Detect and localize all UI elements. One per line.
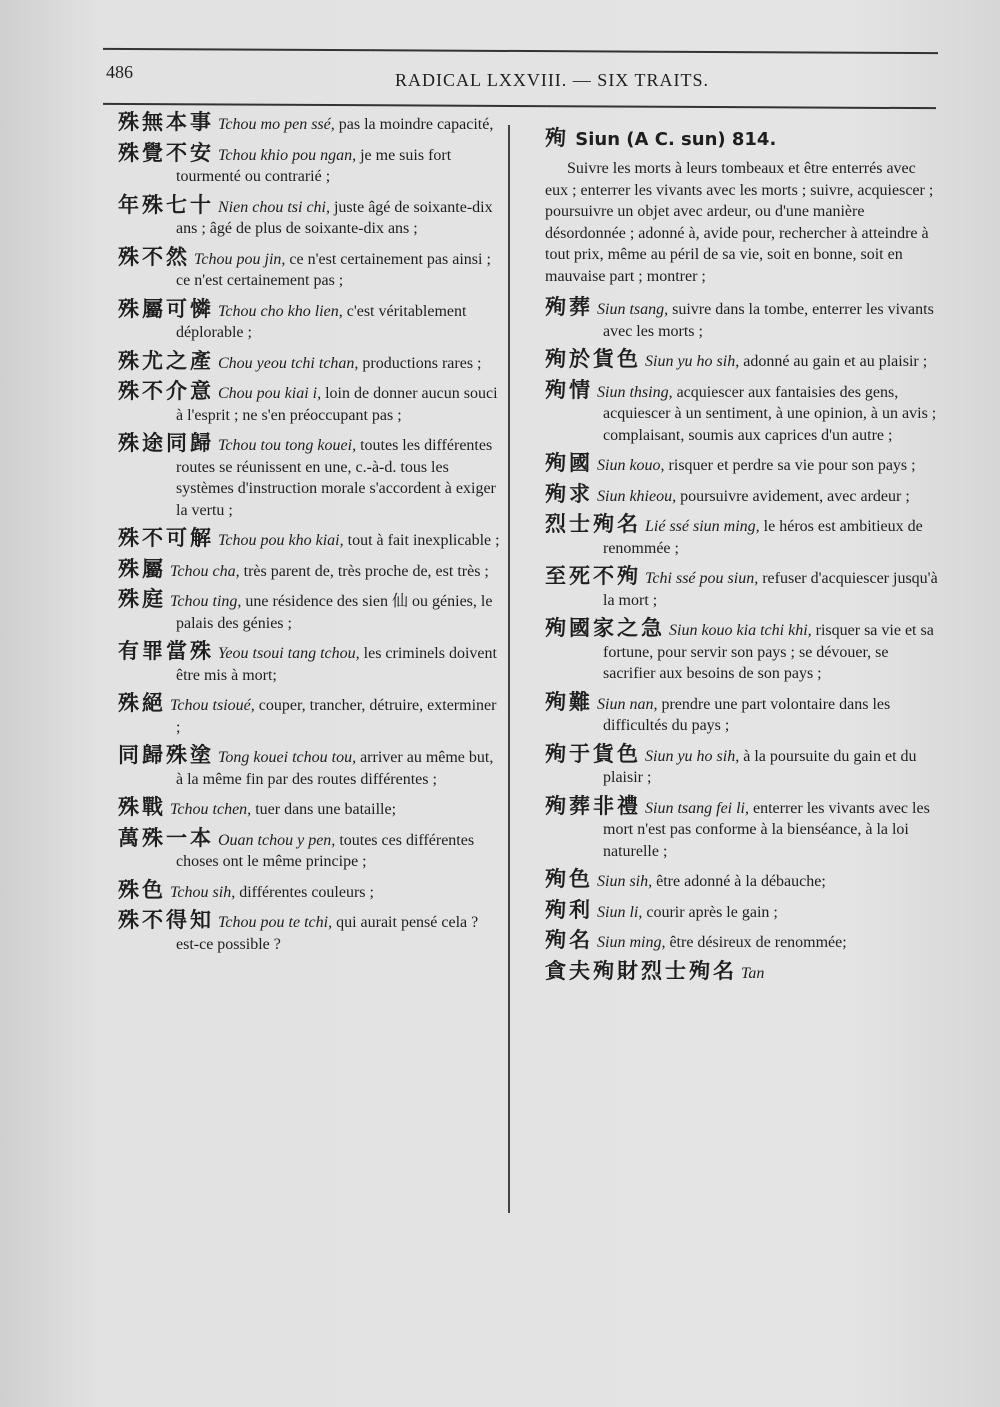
entry-definition: arriver au même but, à la même fin par des routes différentes ; bbox=[176, 749, 494, 788]
dictionary-entry bbox=[118, 192, 503, 240]
entry-chars: 烈士殉名 bbox=[545, 512, 641, 536]
entry-definition: enterrer les vivants avec les mort n'est pas conforme à la bienséance, à la loi naturelle ; bbox=[603, 799, 930, 860]
entry-definition: loin de donner aucun souci à l'esprit ; ne s'en préoccupant pas ; bbox=[176, 385, 498, 424]
dictionary-entry bbox=[118, 556, 503, 583]
entry-romanization: Siun nan, bbox=[597, 695, 658, 713]
entry-chars: 殊屬 bbox=[118, 556, 166, 581]
entry-definition: très parent de, très proche de, est très ; bbox=[239, 562, 489, 580]
entry-definition: tout à fait inexplicable ; bbox=[343, 532, 500, 549]
dictionary-entry bbox=[118, 433, 503, 521]
dictionary-entry bbox=[545, 566, 940, 611]
entry-romanization: Siun yu ho sih, bbox=[645, 353, 740, 370]
dictionary-entry bbox=[545, 793, 940, 863]
entry-chars: 殉利 bbox=[545, 897, 593, 922]
entry-romanization: Tchou ting, bbox=[170, 593, 242, 610]
dictionary-entry bbox=[545, 869, 940, 893]
entry-chars: 殊不然 bbox=[118, 244, 190, 269]
entry-romanization: Tchou tou tong kouei, bbox=[218, 437, 357, 454]
entry-romanization: Tchou pou te tchi, bbox=[218, 914, 333, 931]
entry-definition: productions rares ; bbox=[358, 354, 482, 372]
entry-definition: prendre une part volontaire dans les difficultés du pays ; bbox=[603, 695, 891, 734]
entry-definition: c'est véritablement déplorable ; bbox=[176, 302, 467, 341]
entry-chars: 殊色 bbox=[118, 877, 166, 902]
entry-chars: 殉色 bbox=[545, 867, 593, 891]
entry-definition: ce n'est certainement pas ainsi ; ce n'est certainement pas ; bbox=[176, 250, 491, 289]
entry-definition: pas la moindre capacité, bbox=[334, 116, 494, 133]
running-head: RADICAL LXXVIII. — SIX TRAITS. bbox=[395, 70, 709, 90]
entry-chars: 殉國家之急 bbox=[545, 616, 665, 640]
entry-chars: 年殊七十 bbox=[118, 192, 214, 217]
dictionary-entry bbox=[545, 453, 940, 477]
entry-chars: 殉國 bbox=[545, 451, 593, 475]
entry-definition: être désireux de renommée; bbox=[665, 934, 847, 951]
dictionary-entry bbox=[118, 112, 503, 136]
entry-romanization: Yeou tsoui tang tchou, bbox=[218, 645, 360, 662]
dictionary-entry bbox=[118, 296, 503, 344]
entry-chars: 殊庭 bbox=[118, 587, 166, 611]
dictionary-entry bbox=[118, 140, 503, 188]
headword-definition: Suivre les morts à leurs tombeaux et être enterrés avec eux ; enterrer les vivants avec les morts ; suivre, acquiescer ; poursuivre un objet avec ardeur, ou d'une manière désordonnée ; adonné à, avide pour, rechercher à atteindre à tout prix, même au péril de sa vie, soit en bonne, soit en mauvaise part ; montrer ; bbox=[545, 160, 934, 285]
entry-romanization: Siun li, bbox=[597, 903, 643, 921]
entry-romanization: Siun ming, bbox=[597, 934, 666, 951]
radical-headword bbox=[545, 122, 940, 152]
entry-definition: à la poursuite du gain et du plaisir ; bbox=[603, 747, 917, 786]
dictionary-entry bbox=[545, 514, 940, 559]
entry-definition: le héros est ambitieux de renommée ; bbox=[603, 518, 923, 557]
dictionary-entry bbox=[118, 244, 503, 292]
entry-romanization: Siun tsang fei li, bbox=[645, 799, 749, 817]
entry-definition: différentes couleurs ; bbox=[235, 883, 374, 901]
dictionary-entry bbox=[118, 641, 503, 686]
entry-definition: toutes les différentes routes se réunissent en une, c.-à-d. tous les systèmes d'instruction morale s'accordent à exiger la vertu ; bbox=[176, 437, 496, 519]
headword-text: Siun (A C. sun) 814. bbox=[575, 129, 777, 150]
entry-romanization: Tan bbox=[741, 964, 765, 982]
dictionary-entry bbox=[545, 297, 940, 342]
dictionary-entry bbox=[118, 348, 503, 375]
entry-chars: 萬殊一本 bbox=[118, 825, 214, 850]
entry-romanization: Chou yeou tchi tchan, bbox=[218, 354, 359, 372]
entry-romanization: Tchou khio pou ngan, bbox=[218, 146, 357, 164]
entry-definition: acquiescer aux fantaisies des gens, acquiescer à un sentiment, à une opinion, à un avis ; complaisant, soumis aux caprices d'un autre ; bbox=[603, 383, 937, 444]
column-divider bbox=[508, 125, 510, 1213]
entry-romanization: Tchou tchen, bbox=[170, 801, 252, 818]
dictionary-entry bbox=[545, 897, 940, 924]
entry-chars: 殉於貨色 bbox=[545, 347, 641, 371]
entry-romanization: Tchou mo pen ssé, bbox=[218, 116, 335, 133]
entry-chars: 殊戰 bbox=[118, 795, 166, 819]
entry-romanization: Tchou cha, bbox=[170, 562, 240, 580]
dictionary-entry bbox=[118, 528, 503, 552]
entry-romanization: Lié ssé siun ming, bbox=[645, 518, 760, 535]
entry-definition: risquer sa vie et sa fortune, pour servir son pays ; se dévouer, se sacrifier aux besoins de son pays ; bbox=[603, 622, 934, 682]
entry-romanization: Siun kouo kia tchi khi, bbox=[669, 622, 812, 639]
entry-definition: suivre dans la tombe, enterrer les vivants avec les morts ; bbox=[603, 301, 934, 340]
entry-definition: qui aurait pensé cela ? est-ce possible ? bbox=[176, 914, 479, 953]
entry-definition: être adonné à la débauche; bbox=[652, 873, 826, 890]
entry-chars: 殊覺不安 bbox=[118, 140, 214, 165]
entry-chars: 殉情 bbox=[545, 377, 593, 402]
entry-romanization: Tchou cho kho lien, bbox=[218, 302, 343, 320]
entry-definition: tuer dans une bataille; bbox=[251, 801, 397, 818]
entry-definition: je me suis fort tourmenté ou contrarié ; bbox=[176, 146, 452, 185]
entry-definition: les criminels doivent être mis à mort; bbox=[176, 645, 497, 684]
dictionary-entry bbox=[118, 381, 503, 426]
headword-chars: 殉 bbox=[545, 126, 569, 150]
last-entry bbox=[545, 958, 940, 985]
entry-romanization: Siun kouo, bbox=[597, 457, 665, 474]
entry-romanization: Siun thsing, bbox=[597, 383, 673, 401]
left-column bbox=[118, 112, 503, 962]
entry-romanization: Ouan tchou y pen, bbox=[218, 831, 336, 849]
entry-chars: 貪夫殉財烈士殉名 bbox=[545, 958, 737, 983]
entry-chars: 殊尤之產 bbox=[118, 348, 214, 373]
dictionary-entry bbox=[118, 877, 503, 904]
dictionary-entry bbox=[118, 825, 503, 873]
dictionary-entry bbox=[118, 910, 503, 955]
dictionary-entry bbox=[545, 377, 940, 447]
entry-romanization: Tchou pou jin, bbox=[194, 250, 286, 268]
entry-chars: 殊無本事 bbox=[118, 110, 214, 134]
dictionary-entry bbox=[118, 693, 503, 738]
dictionary-entry bbox=[545, 481, 940, 508]
entry-definition: courir après le gain ; bbox=[642, 903, 778, 921]
dictionary-entry bbox=[545, 689, 940, 737]
entry-romanization: Tchou tsioué, bbox=[170, 697, 255, 714]
entry-romanization: Nien chou tsi chi, bbox=[218, 198, 330, 216]
entry-chars: 殉葬非禮 bbox=[545, 793, 641, 818]
entry-chars: 殊不可解 bbox=[118, 526, 214, 550]
entry-definition: toutes ces différentes choses ont le même principe ; bbox=[176, 831, 475, 870]
page-number: 486 bbox=[106, 62, 133, 82]
dictionary-entry bbox=[118, 797, 503, 821]
entry-romanization: Siun sih, bbox=[597, 873, 653, 890]
dictionary-entry bbox=[545, 930, 940, 954]
entry-definition: refuser d'acquiescer jusqu'à la mort ; bbox=[603, 570, 938, 609]
dictionary-entry bbox=[545, 618, 940, 685]
entry-chars: 殉求 bbox=[545, 481, 593, 506]
entry-romanization: Siun tsang, bbox=[597, 301, 669, 318]
entry-definition: poursuivre avidement, avec ardeur ; bbox=[676, 487, 910, 505]
header-rule-bottom bbox=[103, 103, 936, 109]
header-rule-top bbox=[103, 48, 938, 54]
entry-romanization: Tong kouei tchou tou, bbox=[218, 749, 357, 766]
entry-definition: juste âgé de soixante-dix ans ; âgé de plus de soixante-dix ans ; bbox=[176, 198, 493, 237]
entry-chars: 同歸殊塗 bbox=[118, 743, 214, 767]
entry-romanization: Tchou sih, bbox=[170, 883, 236, 901]
entry-chars: 殉于貨色 bbox=[545, 741, 641, 766]
dictionary-entry bbox=[545, 741, 940, 789]
entry-definition: couper, trancher, détruire, exterminer ; bbox=[176, 697, 497, 736]
entry-chars: 殊途同歸 bbox=[118, 431, 214, 455]
entry-chars: 至死不殉 bbox=[545, 564, 641, 588]
entry-definition: adonné au gain et au plaisir ; bbox=[739, 353, 928, 370]
entry-chars: 殉葬 bbox=[545, 295, 593, 319]
entry-chars: 殊不得知 bbox=[118, 908, 214, 932]
right-entries bbox=[545, 297, 940, 954]
dictionary-entry bbox=[118, 589, 503, 634]
entry-definition: risquer et perdre sa vie pour son pays ; bbox=[664, 457, 916, 474]
entry-chars: 殊屬可憐 bbox=[118, 296, 214, 321]
entry-romanization: Tchou pou kho kiai, bbox=[218, 532, 344, 549]
entry-romanization: Chou pou kiai i, bbox=[218, 385, 322, 402]
dictionary-entry bbox=[545, 349, 940, 373]
dictionary-entry bbox=[118, 745, 503, 790]
entry-romanization: Siun yu ho sih, bbox=[645, 747, 740, 765]
right-column bbox=[545, 122, 940, 984]
entry-chars: 殊不介意 bbox=[118, 379, 214, 403]
entry-definition: une résidence des sien 仙 ou génies, le palais des génies ; bbox=[176, 593, 493, 632]
entry-chars: 殊絕 bbox=[118, 691, 166, 715]
entry-chars: 殉難 bbox=[545, 689, 593, 714]
entry-chars: 有罪當殊 bbox=[118, 639, 214, 663]
entry-romanization: Tchi ssé pou siun, bbox=[645, 570, 759, 587]
entry-romanization: Siun khieou, bbox=[597, 487, 677, 505]
entry-chars: 殉名 bbox=[545, 928, 593, 952]
